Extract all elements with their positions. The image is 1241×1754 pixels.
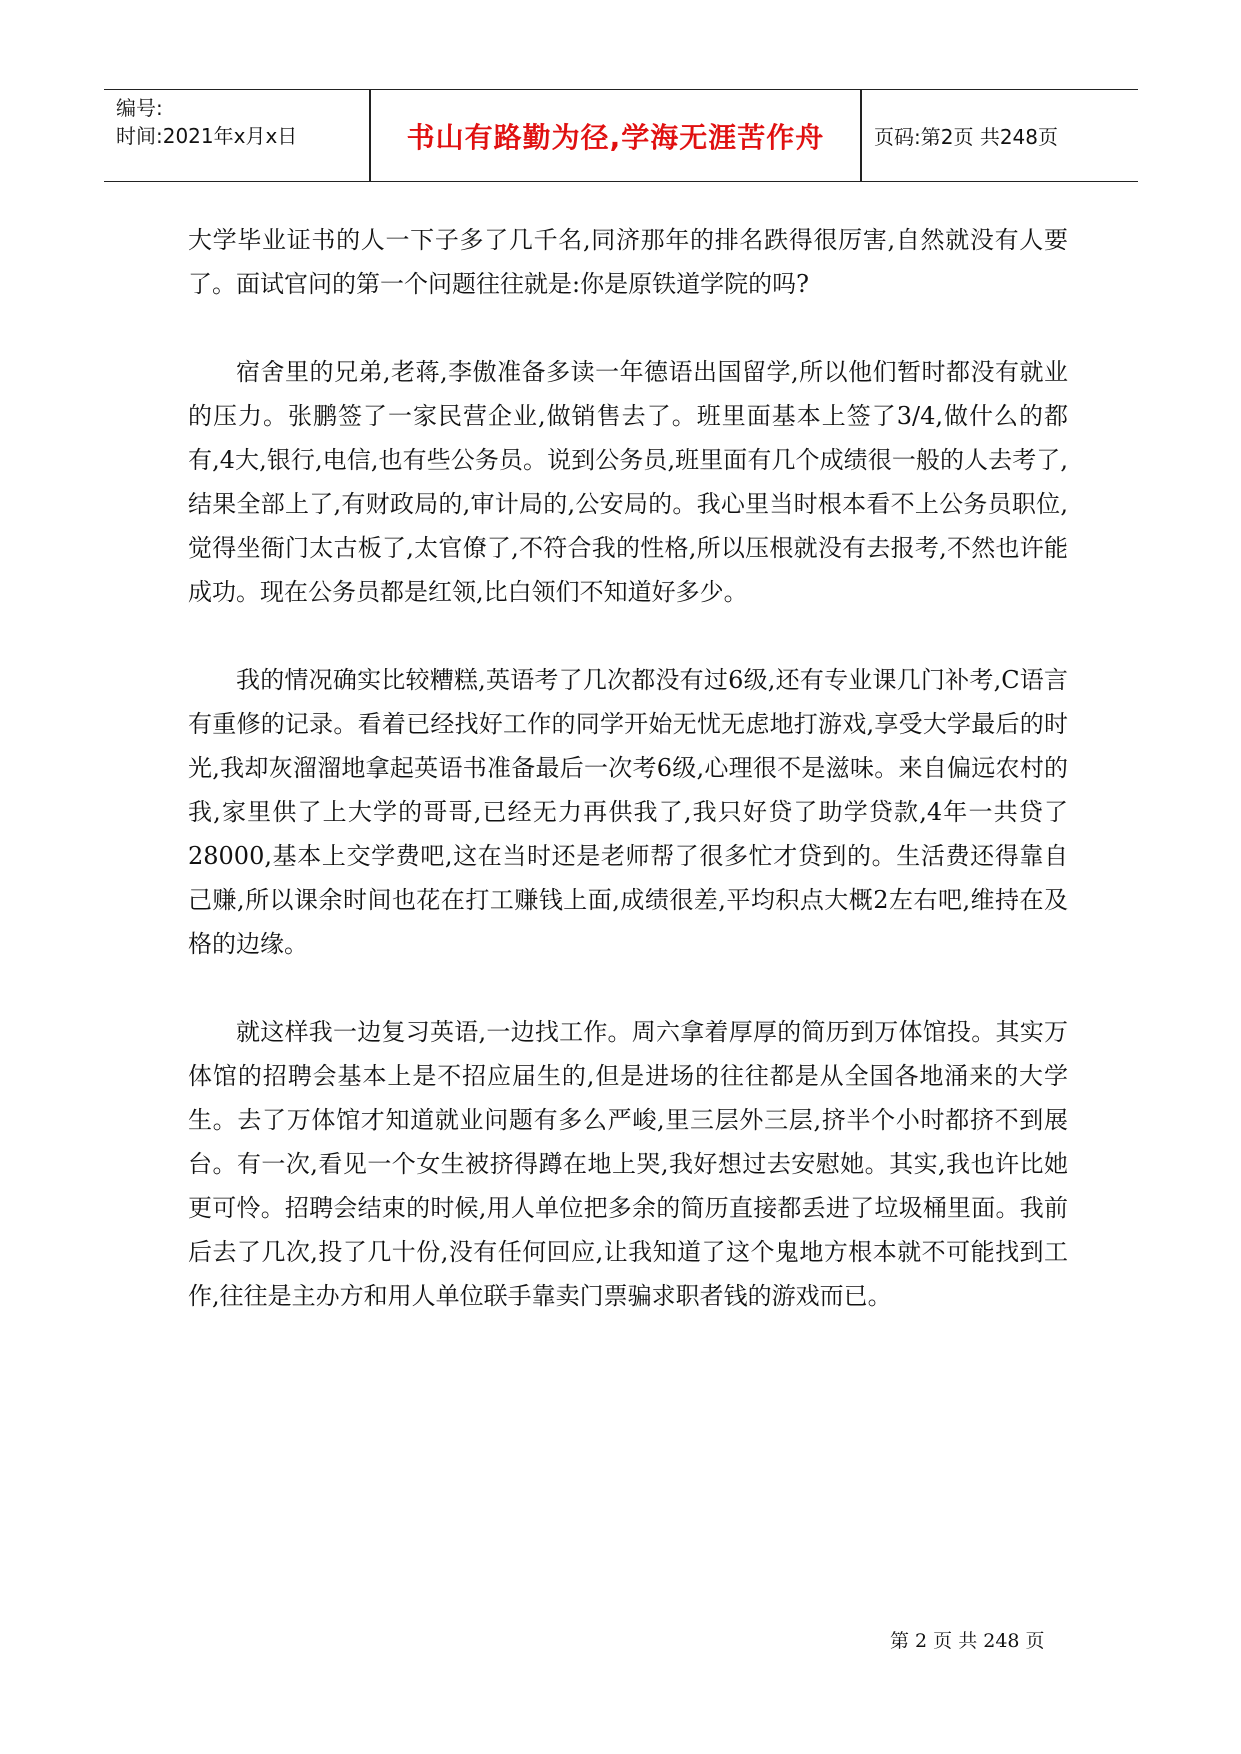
paragraph-continuation: 大学毕业证书的人一下子多了几千名,同济那年的排名跌得很厉害,自然就没有人要了。面试官问的第一个问题往往就是:你是原铁道学院的吗?: [188, 226, 1068, 298]
paragraph: 宿舍里的兄弟,老蒋,李傲准备多读一年德语出国留学,所以他们暂时都没有就业的压力。张鹏签了一家民营企业,做销售去了。班里面基本上签了3/4,做什么的都有,4大,银行,电信,也有些公务员。说到公务员,班里面有几个成绩很一般的人去考了,结果全部上了,有财政局的,审计局的,公安局的。我心里当时根本看不上公务员职位,觉得坐衙门太古板了,太官僚了,不符合我的性格,所以压根就没有去报考,不然也许能成功。现在公务员都是红领,比白领们不知道好多少。: [188, 358, 1068, 606]
page-footer: 第 2 页 共 248 页: [890, 1630, 1045, 1652]
document-body: [188, 218, 1068, 1318]
header-divider-right: [860, 90, 862, 181]
header-number-label: 编号:: [116, 96, 163, 120]
paragraph: 就这样我一边复习英语,一边找工作。周六拿着厚厚的简历到万体馆投。其实万体馆的招聘会基本上是不招应届生的,但是进场的往往都是从全国各地涌来的大学生。去了万体馆才知道就业问题有多么严峻,里三层外三层,挤半个小时都挤不到展台。有一次,看见一个女生被挤得蹲在地上哭,我好想过去安慰她。其实,我也许比她更可怜。招聘会结束的时候,用人单位把多余的简历直接都丢进了垃圾桶里面。我前后去了几次,投了几十份,没有任何回应,让我知道了这个鬼地方根本就不可能找到工作,往往是主办方和用人单位联手靠卖门票骗求职者钱的游戏而已。: [188, 1018, 1068, 1310]
header-motto: 书山有路勤为径,学海无涯苦作舟: [406, 120, 825, 154]
paragraph: 我的情况确实比较糟糕,英语考了几次都没有过6级,还有专业课几门补考,C语言有重修的记录。看着已经找好工作的同学开始无忧无虑地打游戏,享受大学最后的时光,我却灰溜溜地拿起英语书准备最后一次考6级,心理很不是滋味。来自偏远农村的我,家里供了上大学的哥哥,已经无力再供我了,我只好贷了助学贷款,4年一共贷了28000,基本上交学费吧,这在当时还是老师帮了很多忙才贷到的。生活费还得靠自己赚,所以课余时间也花在打工赚钱上面,成绩很差,平均积点大概2左右吧,维持在及格的边缘。: [188, 666, 1068, 958]
page-header: [104, 89, 1138, 182]
header-page-label: 页码:第2页 共248页: [874, 125, 1058, 149]
header-time-label: 时间:2021年x月x日: [116, 124, 298, 148]
